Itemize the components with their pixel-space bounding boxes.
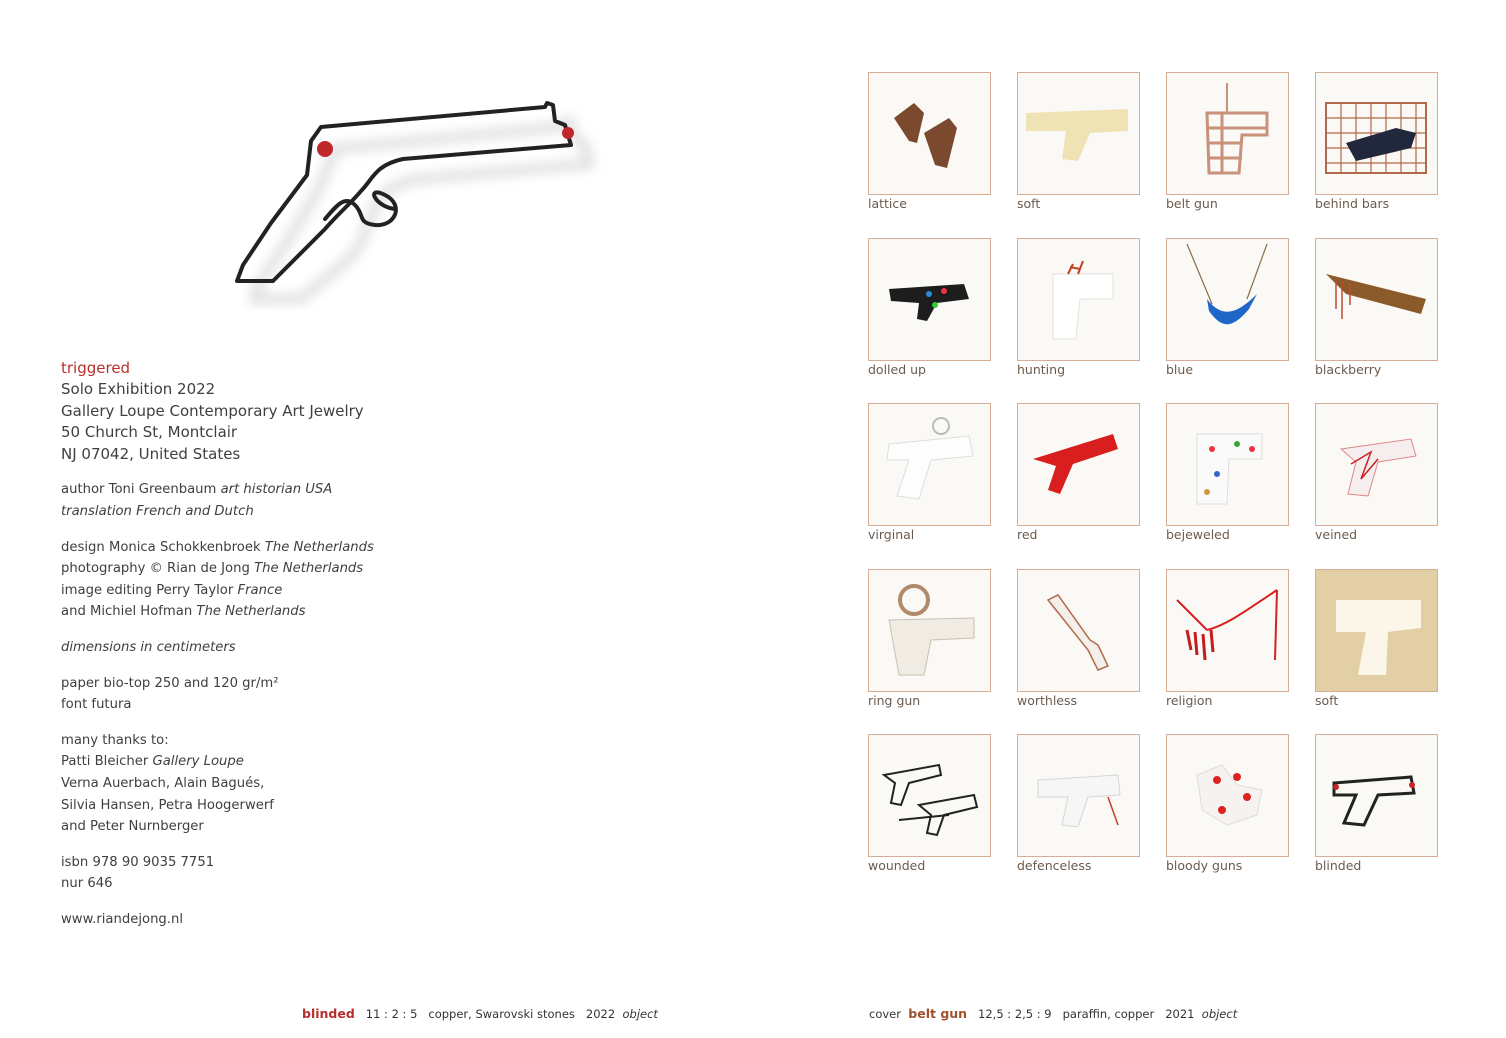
translation-line: translation French and Dutch bbox=[61, 503, 254, 519]
artwork-tile[interactable] bbox=[1017, 72, 1166, 211]
artwork-tile[interactable] bbox=[868, 403, 1017, 542]
artwork-caption: behind bars bbox=[1315, 196, 1390, 211]
artwork-caption: hunting bbox=[1017, 361, 1065, 377]
hero-wire-gun-image bbox=[225, 95, 645, 310]
artwork-tile[interactable] bbox=[1017, 734, 1166, 873]
artwork-caption: bloody guns bbox=[1166, 858, 1243, 873]
artwork-caption: blue bbox=[1166, 361, 1194, 377]
artwork-tile[interactable] bbox=[1315, 403, 1464, 542]
cutout-gun-icon bbox=[1315, 569, 1438, 692]
colophon bbox=[61, 358, 441, 930]
thanks-line-3: Silvia Hansen, Petra Hoogerwerf bbox=[61, 797, 274, 813]
font-line: font futura bbox=[61, 697, 132, 713]
artwork-caption: wounded bbox=[868, 858, 926, 873]
exhibition-title: triggered bbox=[61, 359, 131, 377]
wounded-guns-icon bbox=[868, 734, 991, 857]
artwork-tile[interactable] bbox=[868, 72, 1017, 211]
exhibition-subtitle: Solo Exhibition 2022 bbox=[61, 380, 216, 398]
lattice-gun-icon bbox=[868, 72, 991, 195]
footer-caption-left: blinded 11 : 2 : 5 copper, Swarovski stones 2022 object bbox=[302, 1006, 658, 1021]
ring-gun-icon bbox=[868, 569, 991, 692]
bloody-guns-icon bbox=[1166, 734, 1289, 857]
bejeweled-gun-icon bbox=[1166, 403, 1289, 526]
dimensions-note: dimensions in centimeters bbox=[61, 639, 236, 655]
artwork-caption: blinded bbox=[1315, 858, 1362, 873]
isbn: isbn 978 90 9035 7751 bbox=[61, 854, 215, 870]
dolled-gun-icon bbox=[868, 238, 991, 361]
blinded-gun-icon bbox=[1315, 734, 1438, 857]
author-line: author Toni Greenbaum art historian USA bbox=[61, 482, 333, 498]
artwork-caption: dolled up bbox=[868, 361, 926, 377]
artwork-caption: virginal bbox=[868, 527, 915, 542]
thanks-line-1: Patti Bleicher Gallery Loupe bbox=[61, 754, 244, 770]
design-line: design Monica Schokkenbroek The Netherlands bbox=[61, 539, 374, 555]
photography-line: photography © Rian de Jong The Netherlands bbox=[61, 561, 364, 577]
artwork-tile[interactable] bbox=[1315, 734, 1464, 873]
image-editing-line-2: and Michiel Hofman The Netherlands bbox=[61, 604, 306, 620]
paper-line: paper bio-top 250 and 120 gr/m² bbox=[61, 675, 279, 691]
thanks-heading: many thanks to: bbox=[61, 732, 169, 748]
worthless-gun-icon bbox=[1017, 569, 1140, 692]
artwork-caption: blackberry bbox=[1315, 361, 1382, 377]
nur: nur 646 bbox=[61, 876, 113, 892]
image-editing-line: image editing Perry Taylor France bbox=[61, 582, 283, 598]
gallery-name: Gallery Loupe Contemporary Art Jewelry bbox=[61, 401, 364, 420]
artwork-tile[interactable] bbox=[1166, 238, 1315, 377]
artwork-tile[interactable] bbox=[1166, 403, 1315, 542]
artwork-caption: defenceless bbox=[1017, 858, 1092, 873]
artwork-caption: worthless bbox=[1017, 692, 1078, 708]
red-gun-icon bbox=[1017, 403, 1140, 526]
artwork-tile[interactable] bbox=[1166, 569, 1315, 708]
artwork-caption: red bbox=[1017, 527, 1038, 542]
artwork-tile[interactable] bbox=[868, 569, 1017, 708]
artwork-tile[interactable] bbox=[1315, 238, 1464, 377]
belt-gun-icon bbox=[1166, 72, 1289, 195]
artwork-tile[interactable] bbox=[1017, 569, 1166, 708]
thanks-line-4: and Peter Nurnberger bbox=[61, 819, 204, 835]
soft-gun-icon bbox=[1017, 72, 1140, 195]
artwork-tile[interactable] bbox=[868, 238, 1017, 377]
defenceless-gun-icon bbox=[1017, 734, 1140, 857]
gallery-street: 50 Church St, Montclair bbox=[61, 423, 238, 442]
thanks-line-2: Verna Auerbach, Alain Bagués, bbox=[61, 775, 265, 791]
artwork-caption: soft bbox=[1315, 692, 1339, 708]
virginal-gun-icon bbox=[868, 403, 991, 526]
veined-gun-icon bbox=[1315, 403, 1438, 526]
artwork-caption: bejeweled bbox=[1166, 527, 1230, 542]
gallery-city: NJ 07042, United States bbox=[61, 444, 241, 463]
artwork-caption: veined bbox=[1315, 527, 1358, 542]
artwork-tile[interactable] bbox=[1315, 72, 1464, 211]
religion-necklace-icon bbox=[1166, 569, 1289, 692]
artwork-tile[interactable] bbox=[1166, 72, 1315, 211]
artwork-caption: soft bbox=[1017, 196, 1041, 211]
footer-caption-right: cover belt gun 12,5 : 2,5 : 9 paraffin, copper 2021 object bbox=[869, 1006, 1238, 1021]
hunting-gun-icon bbox=[1017, 238, 1140, 361]
artwork-tile[interactable] bbox=[1315, 569, 1464, 708]
artwork-caption: belt gun bbox=[1166, 196, 1218, 211]
caged-gun-icon bbox=[1315, 72, 1438, 195]
artwork-tile[interactable] bbox=[868, 734, 1017, 873]
website-link[interactable]: www.riandejong.nl bbox=[61, 911, 184, 927]
artwork-tile[interactable] bbox=[1017, 403, 1166, 542]
blackberry-gun-icon bbox=[1315, 238, 1438, 361]
artwork-caption: religion bbox=[1166, 692, 1213, 708]
artwork-tile[interactable] bbox=[1017, 238, 1166, 377]
artwork-caption: lattice bbox=[868, 196, 907, 211]
artwork-caption: ring gun bbox=[868, 692, 921, 708]
artwork-tile[interactable] bbox=[1166, 734, 1315, 873]
blue-necklace-icon bbox=[1166, 238, 1289, 361]
